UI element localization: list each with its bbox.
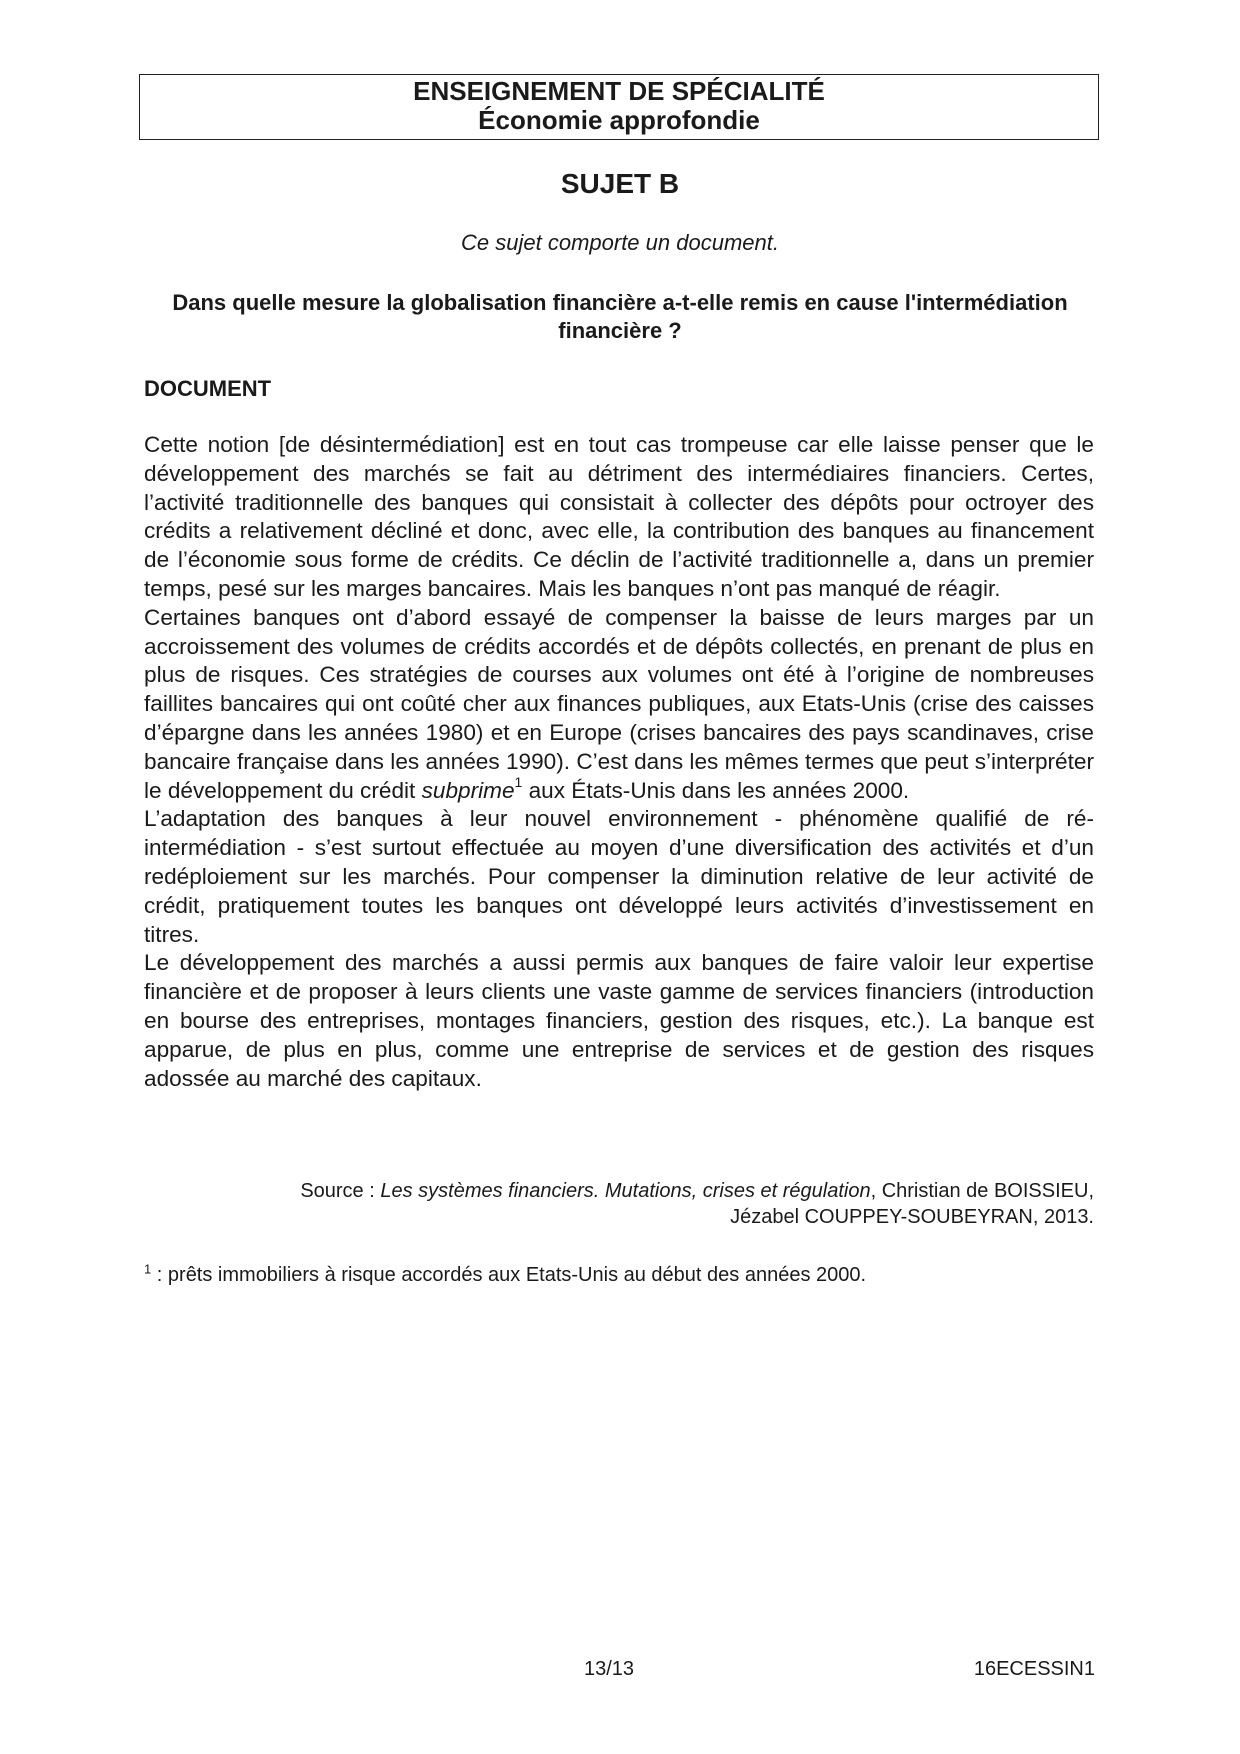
source-line-1: [134, 1178, 1094, 1204]
source-authors-b: Jézabel COUPPEY-SOUBEYRAN, 2013.: [730, 1206, 1094, 1228]
source-title: Les systèmes financiers. Mutations, crises et régulation: [380, 1180, 871, 1202]
exam-code: 16ECESSIN1: [973, 1658, 1095, 1680]
question: Dans quelle mesure la globalisation financière a-t-elle remis en cause l'intermédiation financière ?: [172, 290, 1068, 343]
paragraph-2-end: aux États-Unis dans les années 2000.: [522, 777, 910, 803]
header-box: [139, 74, 1099, 140]
subject-title: SUJET B: [560, 168, 680, 199]
paragraph-1: Cette notion [de désintermédiation] est en tout cas trompeuse car elle laisse penser que le développement des marchés se fait au détriment des intermédiaires financiers. Certes, l’activité traditionnelle des banques qui consistait à collecter des dépôts pour octroyer des crédits a relativement décliné et donc, avec elle, la contribution des banques au financement de l’économie sous forme de crédits. Ce déclin de l’activité traditionnelle a, dans un premier temps, pesé sur les marges bancaires. Mais les banques n’ont pas manqué de réagir.: [144, 432, 1094, 601]
subprime-term: subprime: [421, 777, 515, 803]
composition-note: Ce sujet comporte un document.: [461, 230, 779, 255]
footnote-number: 1: [144, 1261, 152, 1277]
document-body: [144, 431, 1094, 1093]
paragraph-2-text: Certaines banques ont d’abord essayé de compenser la baisse de leurs marges par un accroissement des volumes de crédits accordés et de dépôts collectés, en prenant de plus en plus de risques. Ces stratégies de courses aux volumes ont été à l’origine de nombreuses faillites bancaires qui ont coûté cher aux finances publiques, aux Etats-Unis (crise des caisses d’épargne dans les années 1980) et en Europe (crises bancaires des pays scandinaves, crise bancaire française dans les années 1990). C’est dans les mêmes termes que peut s’interpréter le développement du crédit: [144, 604, 1094, 803]
footnote-marker: 1: [514, 774, 523, 791]
paragraph-2: [144, 604, 1094, 806]
paragraph-3: L’adaptation des banques à leur nouvel environnement - phénomène qualifié de ré-intermédiation - s’est surtout effectuée au moyen d’une diversification des activités et d’un redéploiement sur les marchés. Pour compenser la diminution relative de leur activité de crédit, pratiquement toutes les banques ont développé leurs activités d’investissement en titres.: [144, 806, 1094, 947]
paragraph-4: Le développement des marchés a aussi permis aux banques de faire valoir leur expertise financière et de proposer à leurs clients une vaste gamme de services financiers (introduction en bourse des entreprises, montages financiers, gestion des risques, etc.). La banque est apparue, de plus en plus, comme une entreprise de services et de gestion des risques adossée au marché des capitaux.: [144, 950, 1094, 1091]
footnote: [144, 1262, 1094, 1288]
header-title: ENSEIGNEMENT DE SPÉCIALITÉ: [413, 76, 825, 106]
source-authors-a: , Christian de BOISSIEU,: [870, 1180, 1094, 1202]
header-subtitle: Économie approfondie: [478, 105, 760, 135]
source-prefix: Source :: [300, 1180, 381, 1202]
page-number: 13/13: [584, 1658, 635, 1680]
footnote-text: : prêts immobiliers à risque accordés aux Etats-Unis au début des années 2000.: [151, 1264, 867, 1286]
source-citation: [134, 1178, 1094, 1230]
document-label: DOCUMENT: [144, 376, 272, 401]
